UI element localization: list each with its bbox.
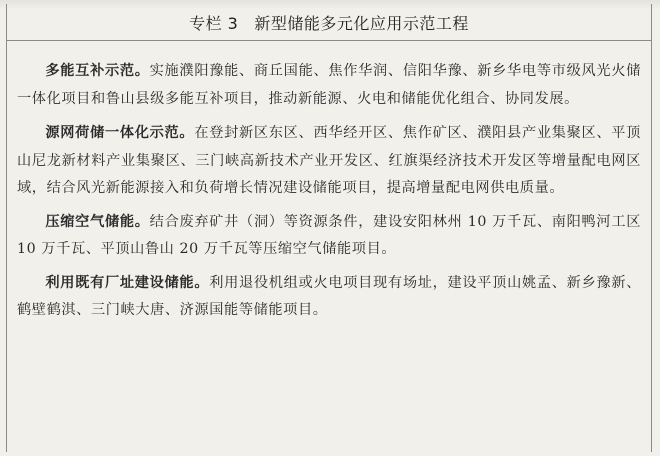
box-content: [17, 58, 641, 325]
box-title: 新型储能多元化应用示范工程: [254, 13, 469, 33]
paragraph-text: 利用退役机组或火电项目现有场址，建设平顶山姚孟、新乡豫新、鹤壁鹤淇、三门峡大唐、济源国能等储能项目。: [17, 274, 641, 318]
paragraph-text: 结合废弃矿井（洞）等资源条件，建设安阳林州 10 万千瓦、南阳鸭河工区 10 万千瓦、平顶山鲁山 20 万千瓦等压缩空气储能项目。: [17, 213, 642, 257]
paragraph-compressed-air: [17, 209, 641, 264]
paragraph-text: 在登封新区东区、西华经开区、焦作矿区、濮阳县产业集聚区、平顶山尼龙新材料产业集聚区、三门峡高新技术产业开发区、红旗渠经济技术开发区等增量配电网区域，结合风光新能源接入和负荷增长情况建设储能项目，提高增量配电网供电质量。: [17, 125, 641, 196]
feature-box: [6, 4, 652, 452]
paragraph-heading: 压缩空气储能。: [45, 213, 150, 230]
paragraph-heading: 多能互补示范。: [45, 63, 150, 79]
paragraph-text: 实施濮阳豫能、商丘国能、焦作华润、信阳华豫、新乡华电等市级风光火储一体化项目和鲁山县级多能互补项目，推动新能源、火电和储能优化组合、协同发展。: [17, 63, 641, 107]
paragraph-heading: 源网荷储一体化示范。: [45, 125, 195, 141]
box-header: [7, 4, 651, 41]
paragraph-source-grid-load-storage: [17, 120, 641, 203]
paragraph-heading: 利用既有厂址建设储能。: [45, 274, 210, 291]
box-number: 专栏 3: [189, 13, 239, 33]
paragraph-multi-energy: [17, 58, 641, 113]
paragraph-existing-sites: [17, 270, 641, 325]
